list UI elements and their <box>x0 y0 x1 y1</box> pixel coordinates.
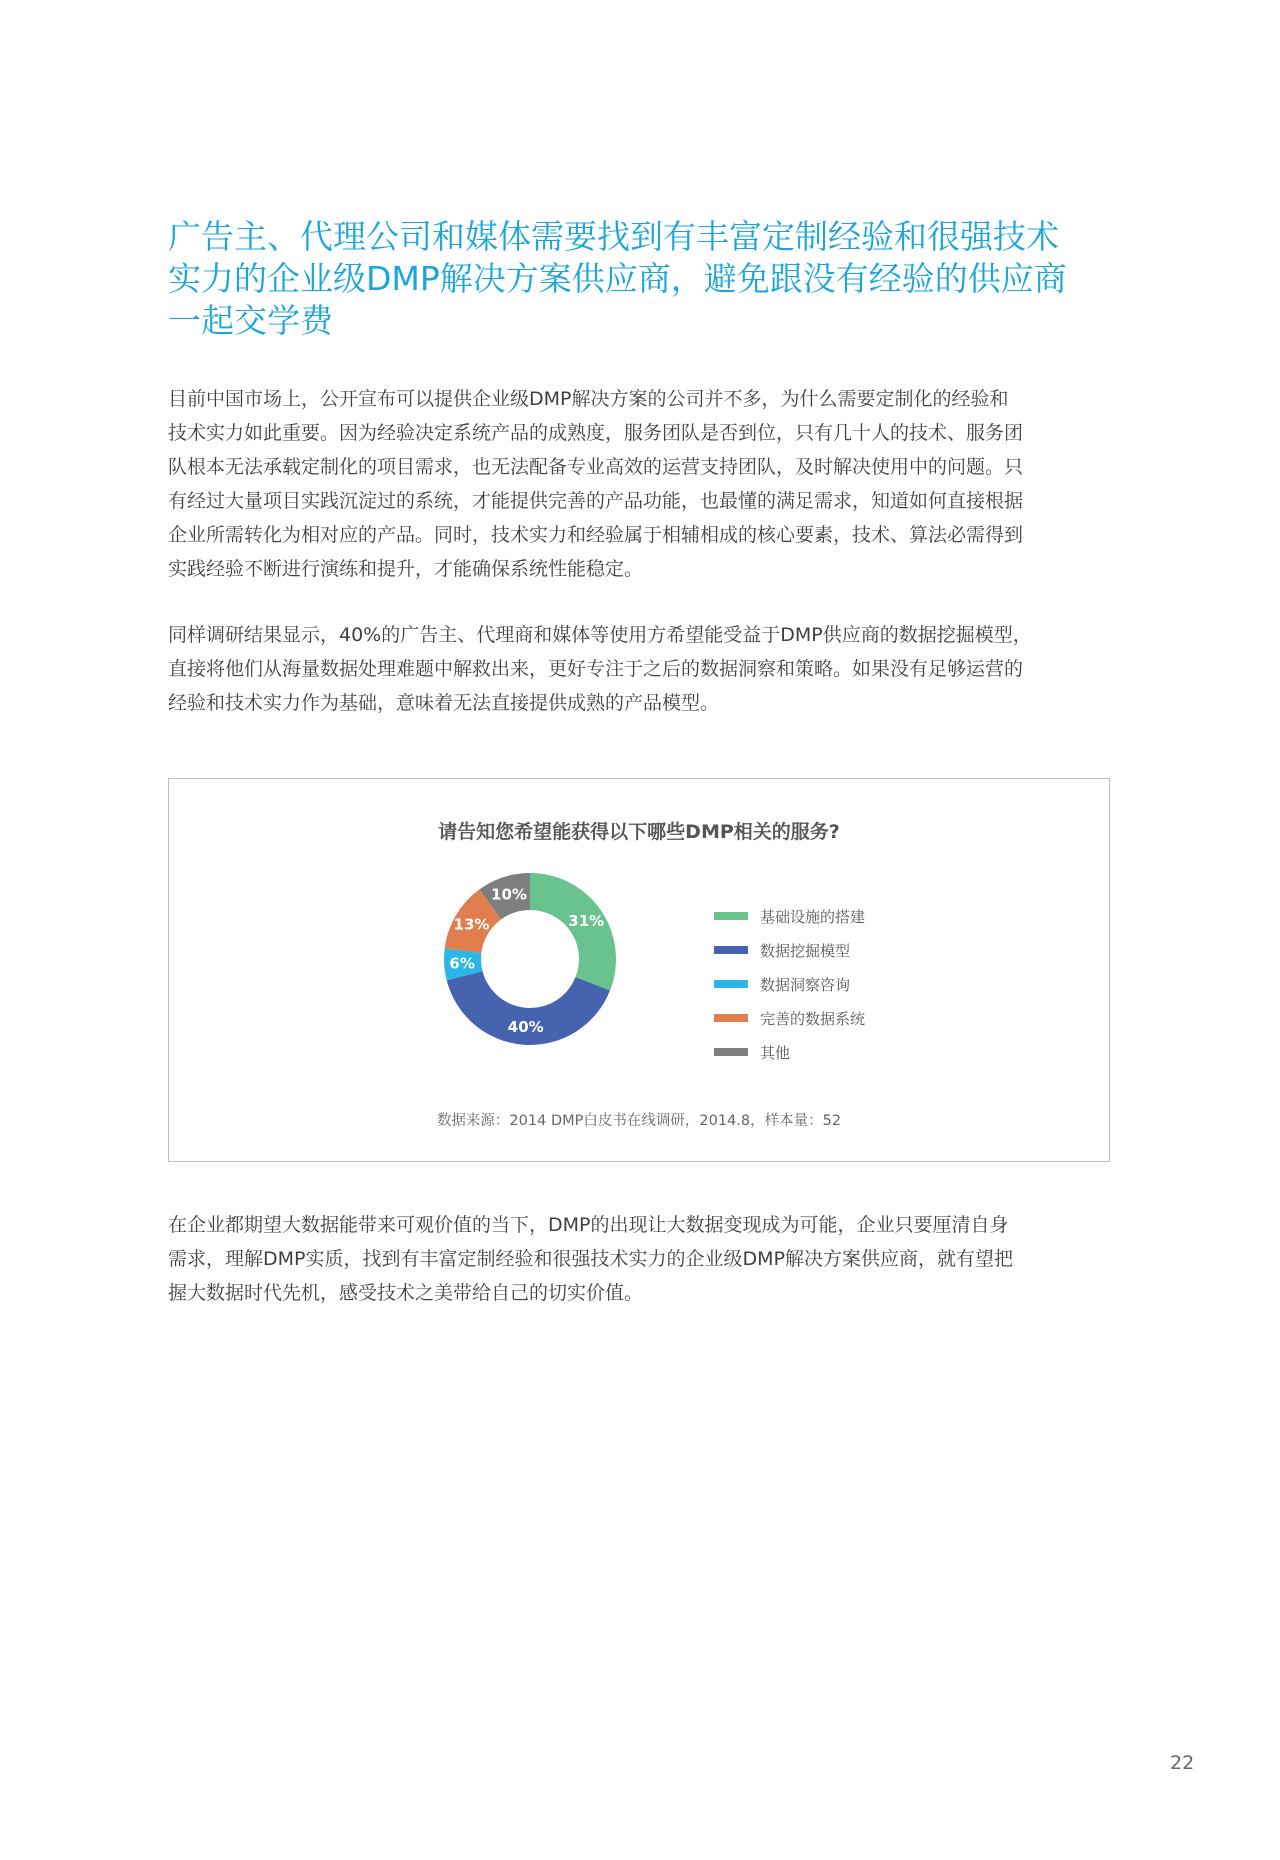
slice-value-label: 40% <box>507 1017 544 1036</box>
legend-label: 数据洞察咨询 <box>760 975 851 994</box>
legend-swatch <box>714 946 748 954</box>
legend-item <box>714 967 865 1001</box>
chart-title: 请告知您希望能获得以下哪些DMP相关的服务? <box>438 821 840 843</box>
donut-chart <box>169 779 1109 1159</box>
paragraph-line: 有经过大量项目实践沉淀过的系统，才能提供完善的产品功能，也最懂的满足需求，知道如何直接根据 <box>168 490 1024 512</box>
donut-slice <box>530 873 616 991</box>
page-number: 22 <box>1170 1752 1195 1774</box>
legend-swatch <box>714 912 748 920</box>
slice-value-label: 31% <box>568 911 605 930</box>
paragraph-line: 目前中国市场上，公开宣布可以提供企业级DMP解决方案的公司并不多，为什么需要定制化的经验和 <box>168 388 1009 410</box>
legend-label: 其他 <box>760 1043 791 1062</box>
paragraph-line: 企业所需转化为相对应的产品。同时，技术实力和经验属于相辅相成的核心要素，技术、算法必需得到 <box>168 524 1024 546</box>
heading-line: 实力的企业级DMP解决方案供应商，避免跟没有经验的供应商 <box>168 259 1067 298</box>
heading-line: 一起交学费 <box>168 301 333 340</box>
chart-panel <box>168 778 1110 1162</box>
paragraph-line: 需求，理解DMP实质，找到有丰富定制经验和很强技术实力的企业级DMP解决方案供应商，就有望把 <box>168 1248 1013 1270</box>
paragraph-line: 直接将他们从海量数据处理难题中解救出来，更好专注于之后的数据洞察和策略。如果没有足够运营的 <box>168 658 1024 680</box>
slice-value-label: 6% <box>449 954 475 973</box>
paragraph-line: 经验和技术实力作为基础，意味着无法直接提供成熟的产品模型。 <box>168 692 720 714</box>
slice-value-label: 13% <box>453 915 490 934</box>
legend-item <box>714 1001 865 1035</box>
heading-line: 广告主、代理公司和媒体需要找到有丰富定制经验和很强技术 <box>168 217 1059 256</box>
paragraph-line: 实践经验不断进行演练和提升，才能确保系统性能稳定。 <box>168 558 644 580</box>
legend-item <box>714 899 865 933</box>
paragraph-line: 技术实力如此重要。因为经验决定系统产品的成熟度，服务团队是否到位，只有几十人的技术、服务团 <box>168 422 1024 444</box>
chart-source-note: 数据来源：2014 DMP白皮书在线调研，2014.8，样本量：52 <box>436 1113 842 1129</box>
legend-label: 基础设施的搭建 <box>760 907 866 926</box>
legend-item <box>714 1035 865 1069</box>
legend-item <box>714 933 865 967</box>
legend-label: 数据挖掘模型 <box>760 941 851 960</box>
legend-swatch <box>714 1048 748 1056</box>
slice-value-label: 10% <box>491 885 527 904</box>
legend-swatch <box>714 980 748 988</box>
body-paragraph-3 <box>168 1208 1118 1310</box>
body-paragraph-1 <box>168 382 1118 586</box>
section-heading <box>168 216 1128 342</box>
paragraph-line: 在企业都期望大数据能带来可观价值的当下，DMP的出现让大数据变现成为可能，企业只要厘清自身 <box>168 1214 1009 1236</box>
legend-label: 完善的数据系统 <box>760 1009 866 1028</box>
paragraph-line: 同样调研结果显示，40%的广告主、代理商和媒体等使用方希望能受益于DMP供应商的数据挖掘模型， <box>168 624 1032 646</box>
body-paragraph-2 <box>168 618 1118 720</box>
chart-legend <box>714 899 865 1069</box>
legend-swatch <box>714 1014 748 1022</box>
paragraph-line: 队根本无法承载定制化的项目需求，也无法配备专业高效的运营支持团队，及时解决使用中的问题。只 <box>168 456 1024 478</box>
paragraph-line: 握大数据时代先机，感受技术之美带给自己的切实价值。 <box>168 1282 644 1304</box>
